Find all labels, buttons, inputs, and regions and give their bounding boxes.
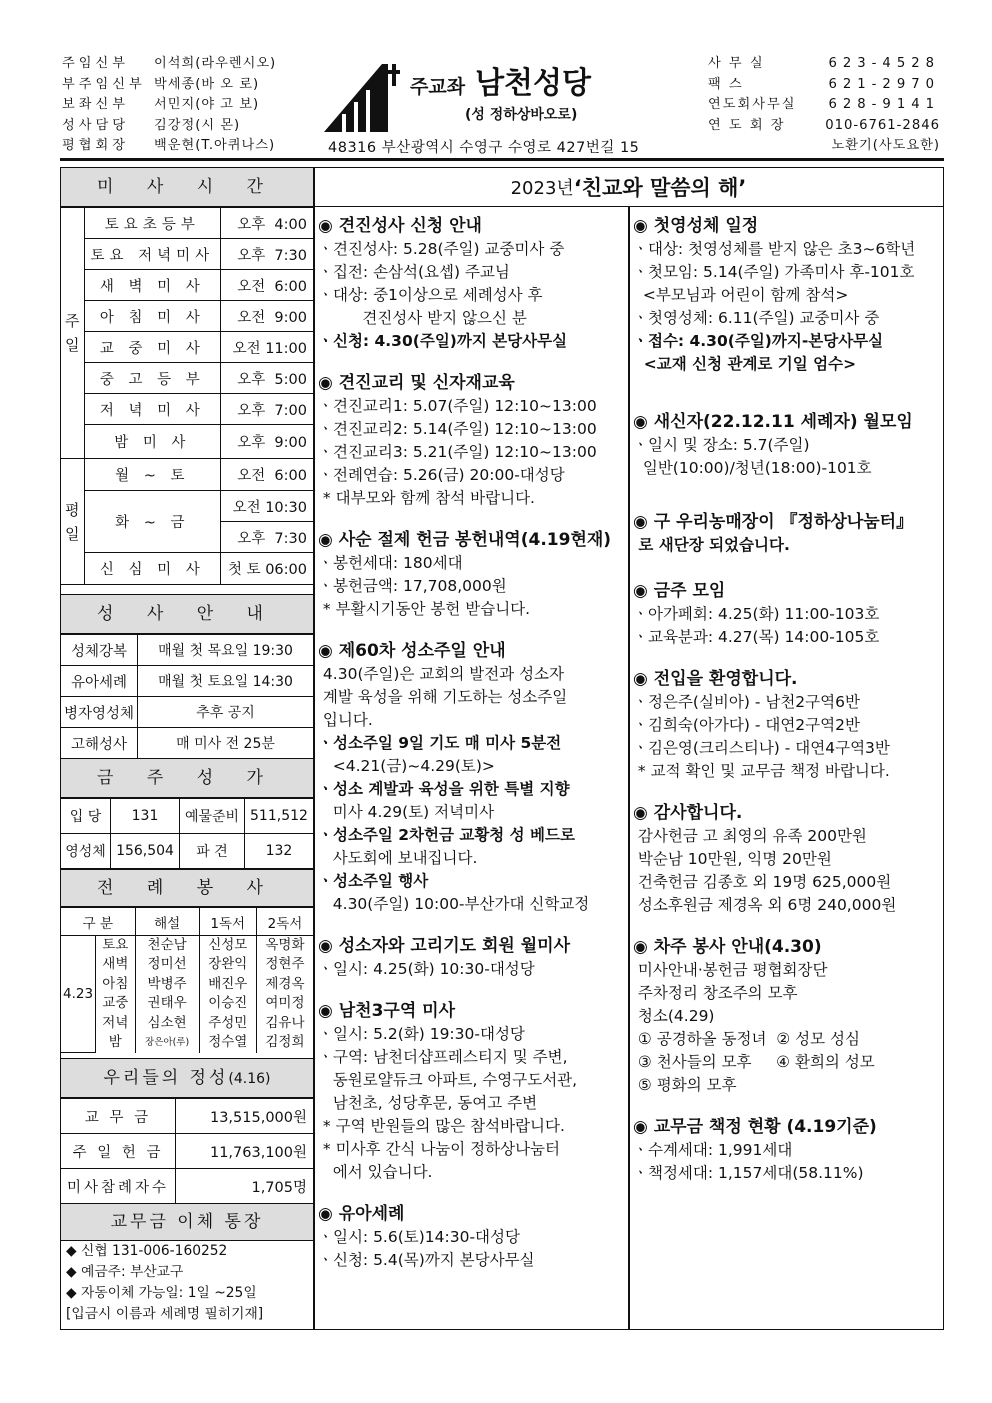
sacrament-row: [61, 697, 313, 728]
hymn-cell: 예물준비: [180, 799, 245, 834]
notice-line: <부모님과 어린이 함께 참석>: [633, 286, 849, 304]
notice-line: ㆍ대상: 첫영성체를 받지 않은 초3~6학년: [633, 240, 916, 258]
liturgy-cell: 주성민: [199, 1014, 256, 1034]
staff-role: 평협회장: [62, 138, 129, 153]
notice-line: <4.21(금)~4.29(토)>: [318, 757, 495, 775]
hymn-cell: 156,504: [110, 834, 179, 869]
offering-row: [61, 1169, 313, 1204]
staff-role: 주임신부: [62, 56, 129, 71]
contact-value: 노환기(사도요한): [831, 138, 940, 153]
mass-time: 오전 10:30: [221, 491, 313, 522]
liturgy-date: 4.23: [61, 936, 96, 1053]
liturgy-cell: 정미선: [135, 955, 199, 975]
staff-name: 박세종(바 오 로): [154, 76, 260, 92]
hymn-table: [61, 798, 313, 869]
notice-section: [318, 1202, 626, 1272]
year-banner: [314, 168, 943, 207]
hymn-cell: 511,512: [244, 799, 313, 834]
notice-section: [318, 528, 626, 621]
liturgy-row: [61, 1014, 313, 1034]
liturgy-header-row: [61, 908, 313, 936]
sacrament-table: [61, 634, 313, 759]
hymn-cell: 입 당: [61, 799, 110, 834]
notice-section: [633, 214, 941, 376]
liturgy-cell: 정현주: [256, 955, 313, 975]
contact-value: 628-9141: [828, 97, 940, 112]
staff-role: 성사담당: [62, 117, 129, 133]
mass-weekday-label: 평일: [61, 459, 84, 585]
mass-row: [61, 394, 313, 425]
notice-line: 청소(4.29): [633, 1007, 715, 1025]
notice-section: [318, 934, 626, 981]
liturgy-cell: 배진우: [199, 975, 256, 995]
notice-line: ㆍ수계세대: 1,991세대: [633, 1141, 793, 1159]
sacrament-heading: 성 사 안 내: [61, 594, 313, 634]
notice-line: ㆍ견진교리3: 5.21(주일) 12:10~13:00: [318, 443, 597, 461]
offering-grid: [61, 1098, 313, 1204]
notice-line: ㆍ견진성사: 5.28(주일) 교중미사 중: [318, 240, 565, 258]
notice-title: ◉ 견진성사 신청 안내: [318, 216, 482, 236]
offering-heading: [61, 1058, 313, 1098]
notice-line: ㆍ김희숙(아가다) - 대연2구역2반: [633, 716, 860, 734]
notice-line: 동원로얄듀크 아파트, 수영구도서관,: [318, 1071, 578, 1089]
notice-line: ㆍ성소주일 2차헌금 교황청 성 베드로: [318, 826, 575, 844]
offering-row: [61, 1134, 313, 1169]
staff-row: [62, 136, 276, 157]
notice-line: 건축헌금 김종호 외 19명 625,000원: [633, 873, 892, 891]
notice-line: ㆍ구역: 남천더샵프레스티지 및 주변,: [318, 1048, 568, 1066]
mass-time: 오후 9:00: [221, 425, 313, 459]
liturgy-cell: 천순남: [135, 936, 199, 956]
offering-value: 13,515,000원: [176, 1099, 313, 1134]
sacrament-value: 추후 공지: [138, 697, 314, 728]
notice-title: ◉ 금주 모임: [633, 581, 726, 601]
liturgy-cell: 여미정: [256, 994, 313, 1014]
notice-line: ⑤ 평화의 모후: [633, 1076, 737, 1094]
notice-line: ㆍ신청: 5.4(목)까지 본당사무실: [318, 1251, 535, 1269]
notice-line: 에서 있습니다.: [318, 1163, 433, 1181]
liturgy-cell: 아침: [96, 975, 136, 995]
notice-line: ③ 천사들의 모후 ④ 환희의 성모: [633, 1053, 875, 1071]
liturgy-cell: 김정희: [256, 1033, 313, 1053]
title-big: 남천성당: [475, 66, 591, 101]
mass-name: 월 ~ 토: [84, 459, 221, 491]
mass-time: 오전 9:00: [221, 301, 313, 332]
liturgy-cell: 장완익: [199, 955, 256, 975]
hymn-row: [61, 834, 313, 869]
mass-time: 오전 6:00: [221, 270, 313, 301]
notice-section: [633, 935, 941, 1097]
mass-row: [61, 459, 313, 491]
church-subtitle: (성 정하상바오로): [465, 107, 578, 123]
offering-heading-date: (4.16): [228, 1071, 271, 1087]
notice-section: [318, 371, 626, 510]
contact-value: 621-2970: [828, 76, 940, 92]
liturgy-cell: 김유나: [256, 1014, 313, 1034]
notice-line: ㆍ일시: 5.2(화) 19:30-대성당: [318, 1025, 525, 1043]
mass-sunday-label: 주일: [61, 208, 84, 459]
notice-line: ㆍ접수: 4.30(주일)까지-본당사무실: [633, 332, 884, 350]
sacrament-name: 고해성사: [61, 728, 138, 759]
liturgy-cell: 저녁: [96, 1014, 136, 1034]
mass-grid: [61, 207, 313, 585]
liturgy-cell: 옥명화: [256, 936, 313, 956]
notice-line: ㆍ아가페회: 4.25(화) 11:00-103호: [633, 605, 880, 623]
notice-line: ㆍ일시: 4.25(화) 10:30-대성당: [318, 960, 535, 978]
notice-section: [633, 579, 941, 649]
notice-line: 일반(10:00)/청년(18:00)-101호: [633, 459, 872, 477]
liturgy-cell: 장은아(루): [135, 1033, 199, 1053]
liturgy-col-header: 구 분: [61, 908, 135, 936]
mass-row: [61, 332, 313, 363]
liturgy-row: [61, 1033, 313, 1053]
notice-line: 미사 4.29(토) 저녁미사: [318, 803, 495, 821]
staff-name: 서민지(야 고 보): [154, 97, 260, 112]
header-staff-list: [62, 54, 276, 157]
hymn-grid: [61, 798, 313, 869]
offering-value: 1,705명: [176, 1169, 313, 1204]
notice-line: ㆍ김은영(크리스티나) - 대연4구역3반: [633, 739, 890, 757]
notice-line: 성소후원금 제경옥 외 6명 240,000원: [633, 896, 897, 914]
notice-line: * 교적 확인 및 교무금 책정 바랍니다.: [633, 762, 890, 780]
header-contact-list: [708, 54, 940, 157]
mass-time: 첫 토 06:00: [221, 553, 313, 585]
notice-title: ◉ 사순 절제 헌금 봉헌내역(4.19현재): [318, 530, 612, 550]
notice-line: ㆍ성소주일 행사: [318, 872, 429, 890]
notice-line: 사도회에 보내집니다.: [318, 849, 478, 867]
mass-row: [61, 491, 313, 522]
church-title: [410, 58, 591, 102]
notice-line: ㆍ봉헌세대: 180세대: [318, 554, 463, 572]
mass-name: 밤 미 사: [84, 425, 221, 459]
column-divider-1: [313, 167, 315, 1330]
notice-line: ① 공경하올 동정녀 ② 성모 성심: [633, 1030, 860, 1048]
notice-title: ◉ 첫영성체 일정: [633, 216, 759, 236]
header-divider: [60, 158, 944, 161]
account-info: [66, 1241, 263, 1325]
mass-row: [61, 425, 313, 459]
title-small: 주교좌: [410, 76, 466, 98]
notice-line: 견진성사 받지 않으신 분: [318, 309, 527, 327]
church-address: 48316 부산광역시 수영구 수영로 427번길 15: [328, 140, 640, 156]
liturgy-cell: 심소현: [135, 1014, 199, 1034]
liturgy-cell: 토요: [96, 936, 136, 956]
contact-row: [708, 75, 940, 96]
notice-title: ◉ 제60차 성소주일 안내: [318, 641, 506, 661]
hymn-cell: 132: [244, 834, 313, 869]
mass-row: [61, 363, 313, 394]
staff-row: [62, 75, 276, 96]
liturgy-cell: 권태우: [135, 994, 199, 1014]
church-logo: [322, 58, 402, 134]
staff-row: [62, 95, 276, 116]
notice-line: ㆍ신청: 4.30(주일)까지 본당사무실: [318, 332, 568, 350]
mass-row: [61, 301, 313, 332]
offering-heading-text: 우리들의 정성: [103, 1068, 229, 1088]
sacrament-row: [61, 635, 313, 666]
notice-section: [633, 510, 941, 557]
notice-line: 미사안내·봉헌금 평협회장단: [633, 961, 828, 979]
offering-row: [61, 1099, 313, 1134]
mass-name: 화 ~ 금: [84, 491, 221, 553]
notice-line: 감사헌금 고 최영의 유족 200만원: [633, 827, 867, 845]
staff-name: 이석희(라우렌시오): [154, 56, 277, 71]
notice-title: ◉ 교무금 책정 현황 (4.19기준): [633, 1117, 877, 1137]
notice-line: 주차정리 창조주의 모후: [633, 984, 798, 1002]
sacrament-value: 매 미사 전 25분: [138, 728, 314, 759]
liturgy-cell: 밤: [96, 1033, 136, 1053]
mass-time: 오전 6:00: [221, 459, 313, 491]
liturgy-col-header: 2독서: [256, 908, 313, 936]
liturgy-cell: 신성모: [199, 936, 256, 956]
liturgy-row: [61, 975, 313, 995]
hymn-cell: 파 견: [180, 834, 245, 869]
notice-section: [318, 214, 626, 353]
notice-section: [633, 410, 941, 480]
liturgy-row: [61, 936, 313, 956]
mass-time: 오전 11:00: [221, 332, 313, 363]
notice-line: ㆍ전례연습: 5.26(금) 20:00-대성당: [318, 466, 565, 484]
liturgy-col-header: 해설: [135, 908, 199, 936]
mass-time: 오후 7:30: [221, 239, 313, 270]
contact-row: [708, 95, 940, 116]
notice-title: ◉ 남천3구역 미사: [318, 1001, 456, 1021]
notice-line: ㆍ봉헌금액: 17,708,000원: [318, 577, 507, 595]
notice-line: ㆍ정은주(실비아) - 남천2구역6반: [633, 693, 860, 711]
notice-line: 로 새단장 되었습니다.: [633, 536, 790, 554]
notice-section: [633, 667, 941, 783]
contact-label: 연도회사무실: [708, 97, 797, 112]
liturgy-cell: 정수열: [199, 1033, 256, 1053]
liturgy-cell: 박병주: [135, 975, 199, 995]
offering-table: [61, 1098, 313, 1204]
mass-name: 저 녁 미 사: [84, 394, 221, 425]
offering-value: 11,763,100원: [176, 1134, 313, 1169]
notice-line: ㆍ일시 및 장소: 5.7(주일): [633, 436, 810, 454]
notice-line: ㆍ책정세대: 1,157세대(58.11%): [633, 1164, 864, 1182]
liturgy-table: [61, 907, 313, 1053]
account-line: [입금시 이름과 세례명 필히기재]: [66, 1306, 264, 1322]
liturgy-row: [61, 955, 313, 975]
notice-section: [318, 639, 626, 916]
notice-line: 계발 육성을 위해 기도하는 성소주일: [318, 688, 568, 706]
contact-label: 연 도 회 장: [708, 117, 786, 133]
notice-section: [318, 999, 626, 1184]
staff-row: [62, 54, 276, 75]
mass-name: 새 벽 미 사: [84, 270, 221, 301]
sacrament-row: [61, 666, 313, 697]
notice-line: ㆍ대상: 중1이상으로 세례성사 후: [318, 286, 543, 304]
mass-time: 오후 5:00: [221, 363, 313, 394]
contact-label: 사 무 실: [708, 56, 765, 71]
account-line: ◆ 예금주: 부산교구: [66, 1264, 184, 1280]
liturgy-cell: 제경옥: [256, 975, 313, 995]
liturgy-cell: 새벽: [96, 955, 136, 975]
mass-row: [61, 270, 313, 301]
mass-heading: 미 사 시 간: [61, 168, 313, 207]
liturgy-heading: 전 례 봉 사: [61, 869, 313, 907]
account-heading: 교무금 이체 통장: [61, 1203, 313, 1241]
notice-line: ㆍ집전: 손삼석(요셉) 주교님: [318, 263, 510, 281]
sacrament-name: 유아세례: [61, 666, 138, 697]
notice-title: ◉ 새신자(22.12.11 세례자) 월모임: [633, 412, 913, 432]
notice-title: ◉ 유아세례: [318, 1204, 405, 1224]
contact-row: [708, 54, 940, 75]
staff-role: 보좌신부: [62, 97, 129, 112]
notice-line: * 부활시기동안 봉헌 받습니다.: [318, 600, 531, 618]
contact-value: 623-4528: [828, 56, 940, 71]
hymn-heading: 금 주 성 가: [61, 758, 313, 798]
offering-name: 교 무 금: [61, 1099, 176, 1134]
notice-title: ◉ 견진교리 및 신자재교육: [318, 373, 515, 393]
notice-line: ㆍ첫영성체: 6.11(주일) 교중미사 중: [633, 309, 880, 327]
mass-time-table: [61, 207, 313, 585]
notice-title: ◉ 전입을 환영합니다.: [633, 669, 798, 689]
notice-column-right: [633, 214, 941, 1185]
notice-line: ㆍ성소주일 9일 기도 매 미사 5분전: [318, 734, 562, 752]
mass-name: 중 고 등 부: [84, 363, 221, 394]
liturgy-grid: [61, 907, 313, 1053]
column-divider-2: [628, 207, 630, 1330]
mass-time: 오후 7:00: [221, 394, 313, 425]
offering-name: 주 일 헌 금: [61, 1134, 176, 1169]
hymn-cell: 영성체: [61, 834, 110, 869]
sacrament-value: 매월 첫 토요일 14:30: [138, 666, 314, 697]
notice-line: ㆍ견진교리2: 5.14(주일) 12:10~13:00: [318, 420, 597, 438]
notice-line: 4.30(주일)은 교회의 발전과 성소자: [318, 665, 564, 683]
notice-line: * 미사후 간식 나눔이 정하상나눔터: [318, 1140, 561, 1158]
notice-line: ㆍ교육분과: 4.27(목) 14:00-105호: [633, 628, 880, 646]
hymn-row: [61, 799, 313, 834]
hymn-cell: 131: [110, 799, 179, 834]
liturgy-cell: 교중: [96, 994, 136, 1014]
notice-line: ㆍ견진교리1: 5.07(주일) 12:10~13:00: [318, 397, 597, 415]
staff-row: [62, 116, 276, 137]
account-line: ◆ 신협 131-006-160252: [66, 1243, 228, 1259]
mass-row: [61, 553, 313, 585]
year-theme: ‘친교와 말씀의 해’: [573, 176, 747, 200]
mass-name: 교 중 미 사: [84, 332, 221, 363]
notice-line: * 대부모와 함께 참석 바랍니다.: [318, 489, 535, 507]
mass-name: 토요 저녁미사: [84, 239, 221, 270]
notice-section: [633, 1115, 941, 1185]
contact-label: 팩 스: [708, 76, 744, 92]
mass-name: 아 침 미 사: [84, 301, 221, 332]
sacrament-name: 병자영성체: [61, 697, 138, 728]
notice-title: ◉ 감사합니다.: [633, 803, 743, 823]
sacrament-row: [61, 728, 313, 759]
year-prefix: 2023년: [510, 178, 574, 199]
notice-line: * 구역 반원들의 많은 참석바랍니다.: [318, 1117, 565, 1135]
liturgy-row: [61, 994, 313, 1014]
liturgy-col-header: 1독서: [199, 908, 256, 936]
notice-line: <교재 신청 관계로 기일 엄수>: [633, 355, 857, 373]
mass-row: [61, 239, 313, 270]
mass-name: 토요초등부: [84, 208, 221, 239]
notice-line: 입니다.: [318, 711, 373, 729]
sacrament-value: 매월 첫 목요일 19:30: [138, 635, 314, 666]
mass-time: 오후 7:30: [221, 522, 313, 553]
notice-line: 박순남 10만원, 익명 20만원: [633, 850, 832, 868]
contact-row: [708, 136, 940, 157]
notice-line: ㆍ첫모임: 5.14(주일) 가족미사 후-101호: [633, 263, 915, 281]
mass-name: 신 심 미 사: [84, 553, 221, 585]
notice-section: [633, 801, 941, 917]
account-line: ◆ 자동이체 가능일: 1일 ~25일: [66, 1285, 257, 1301]
notice-line: 4.30(주일) 10:00-부산가대 신학교정: [318, 895, 590, 913]
contact-value: 010-6761-2846: [825, 117, 940, 133]
mass-row: [61, 208, 313, 239]
sacrament-name: 성체강복: [61, 635, 138, 666]
staff-role: 부주임신부: [62, 76, 146, 92]
notice-title: ◉ 성소자와 고리기도 회원 월미사: [318, 936, 570, 956]
staff-name: 백운현(T.아퀴나스): [154, 138, 276, 153]
notice-line: ㆍ일시: 5.6(토)14:30-대성당: [318, 1228, 520, 1246]
mass-time: 오후 4:00: [221, 208, 313, 239]
contact-row: [708, 116, 940, 137]
offering-name: 미사참례자수: [61, 1169, 176, 1204]
notice-title: ◉ 차주 봉사 안내(4.30): [633, 937, 822, 957]
notice-title: ◉ 구 우리농매장이 『정하상나눔터』: [633, 512, 914, 532]
liturgy-cell: 이승진: [199, 994, 256, 1014]
notice-column-middle: [318, 214, 626, 1272]
notice-line: ㆍ성소 계발과 육성을 위한 특별 지향: [318, 780, 570, 798]
notice-line: 남천초, 성당후문, 동여고 주변: [318, 1094, 538, 1112]
staff-name: 김강정(시 몬): [154, 117, 241, 133]
sacrament-grid: [61, 634, 313, 759]
